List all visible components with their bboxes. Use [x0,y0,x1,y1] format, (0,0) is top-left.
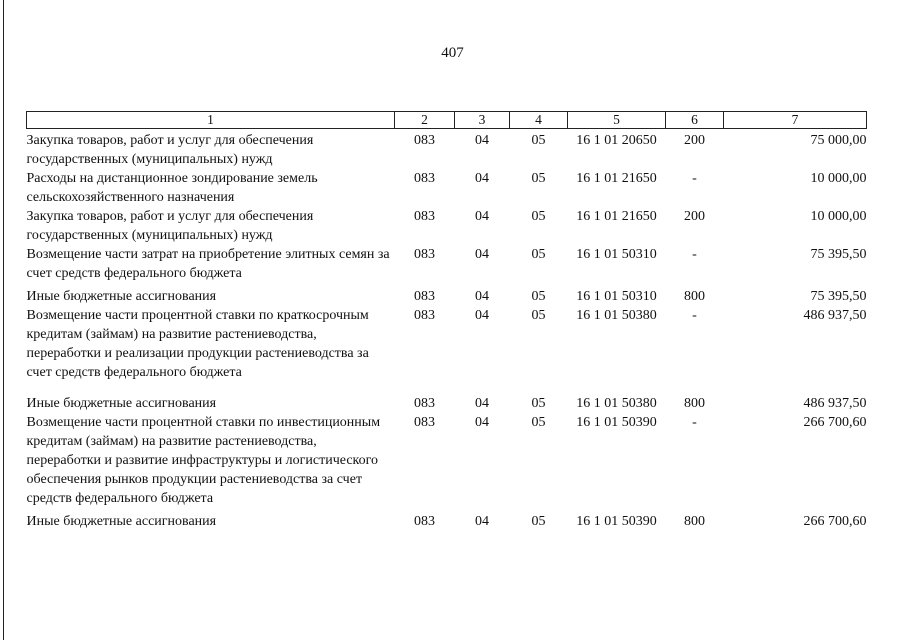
table-row [27,207,867,245]
row-c6: - [692,415,697,430]
row-c4: 05 [531,209,546,224]
row-c5: 16 1 01 21650 [576,171,657,186]
row-c2: 083 [414,415,435,430]
row-c7: 266 700,60 [803,514,867,529]
row-c3: 04 [475,415,489,430]
row-c7: 10 000,00 [810,171,867,186]
row-c7: 486 937,50 [803,396,867,411]
row-c3: 04 [475,308,489,323]
row-c6: 800 [684,396,705,411]
row-c3: 04 [475,514,489,529]
col-header-3: 3 [455,112,510,129]
row-c4: 05 [531,415,546,430]
row-c7: 266 700,60 [803,415,867,430]
row-c2: 083 [414,308,435,323]
row-c3: 04 [475,396,489,411]
row-c5: 16 1 01 50310 [576,289,657,304]
row-name: Иные бюджетные ассигнования [26,514,217,529]
row-c3: 04 [475,133,489,148]
row-c5: 16 1 01 50390 [576,514,657,529]
row-c4: 05 [531,133,546,148]
row-c5: 16 1 01 50380 [576,396,657,411]
row-c6: 800 [684,514,705,529]
col-header-2: 2 [395,112,455,129]
row-name: Расходы на дистанционное зондирование земель сельскохозяйственного назначения [26,171,318,205]
col-header-1: 1 [27,112,395,129]
row-name: Иные бюджетные ассигнования [26,396,217,411]
row-c2: 083 [414,396,435,411]
row-name: Иные бюджетные ассигнования [26,289,217,304]
row-c6: 800 [684,289,705,304]
table-row [27,169,867,207]
page-left-edge [3,0,4,640]
row-c5: 16 1 01 50380 [576,308,657,323]
row-c2: 083 [414,514,435,529]
table-header-row [27,112,867,129]
table-row [27,306,867,382]
row-c6: - [692,247,697,262]
row-c4: 05 [531,514,546,529]
row-c4: 05 [531,396,546,411]
row-c5: 16 1 01 20650 [576,133,657,148]
row-c7: 10 000,00 [810,209,867,224]
table-row [27,382,867,413]
row-name: Возмещение части процентной ставки по краткосрочным кредитам (займам) на развитие растениеводства, переработки и реализации продукции растениеводства за счет средств федерального бюджета [26,308,369,380]
row-name: Возмещение части затрат на приобретение элитных семян за счет средств федерального бюджета [26,247,390,281]
row-c3: 04 [475,289,489,304]
row-c6: 200 [684,133,705,148]
row-c2: 083 [414,133,435,148]
row-c5: 16 1 01 21650 [576,209,657,224]
col-header-4: 4 [510,112,568,129]
row-c4: 05 [531,171,546,186]
row-c5: 16 1 01 50390 [576,415,657,430]
row-c4: 05 [531,289,546,304]
table-row [27,245,867,283]
row-c3: 04 [475,209,489,224]
row-c7: 75 395,50 [810,289,867,304]
row-c2: 083 [414,247,435,262]
row-c7: 486 937,50 [803,308,867,323]
table-row [27,508,867,531]
budget-table [26,111,867,531]
table-row [27,129,867,170]
table-row [27,283,867,306]
row-c4: 05 [531,247,546,262]
row-c7: 75 000,00 [810,133,867,148]
row-c7: 75 395,50 [810,247,867,262]
table-row [27,413,867,508]
row-c6: - [692,308,697,323]
row-c5: 16 1 01 50310 [576,247,657,262]
row-c2: 083 [414,209,435,224]
row-name: Закупка товаров, работ и услуг для обеспечения государственных (муниципальных) нужд [26,209,314,243]
row-c6: 200 [684,209,705,224]
col-header-6: 6 [666,112,724,129]
row-c2: 083 [414,289,435,304]
row-c3: 04 [475,247,489,262]
page-number: 407 [441,45,464,61]
col-header-5: 5 [568,112,666,129]
row-c2: 083 [414,171,435,186]
row-name: Закупка товаров, работ и услуг для обеспечения государственных (муниципальных) нужд [26,133,314,167]
row-c3: 04 [475,171,489,186]
row-name: Возмещение части процентной ставки по инвестиционным кредитам (займам) на развитие растениеводства, переработки и развитие инфраструктуры и логистического обеспечения рынков продукции растениеводства за счет средств федерального бюджета [26,415,381,506]
row-c4: 05 [531,308,546,323]
row-c6: - [692,171,697,186]
col-header-7: 7 [724,112,867,129]
